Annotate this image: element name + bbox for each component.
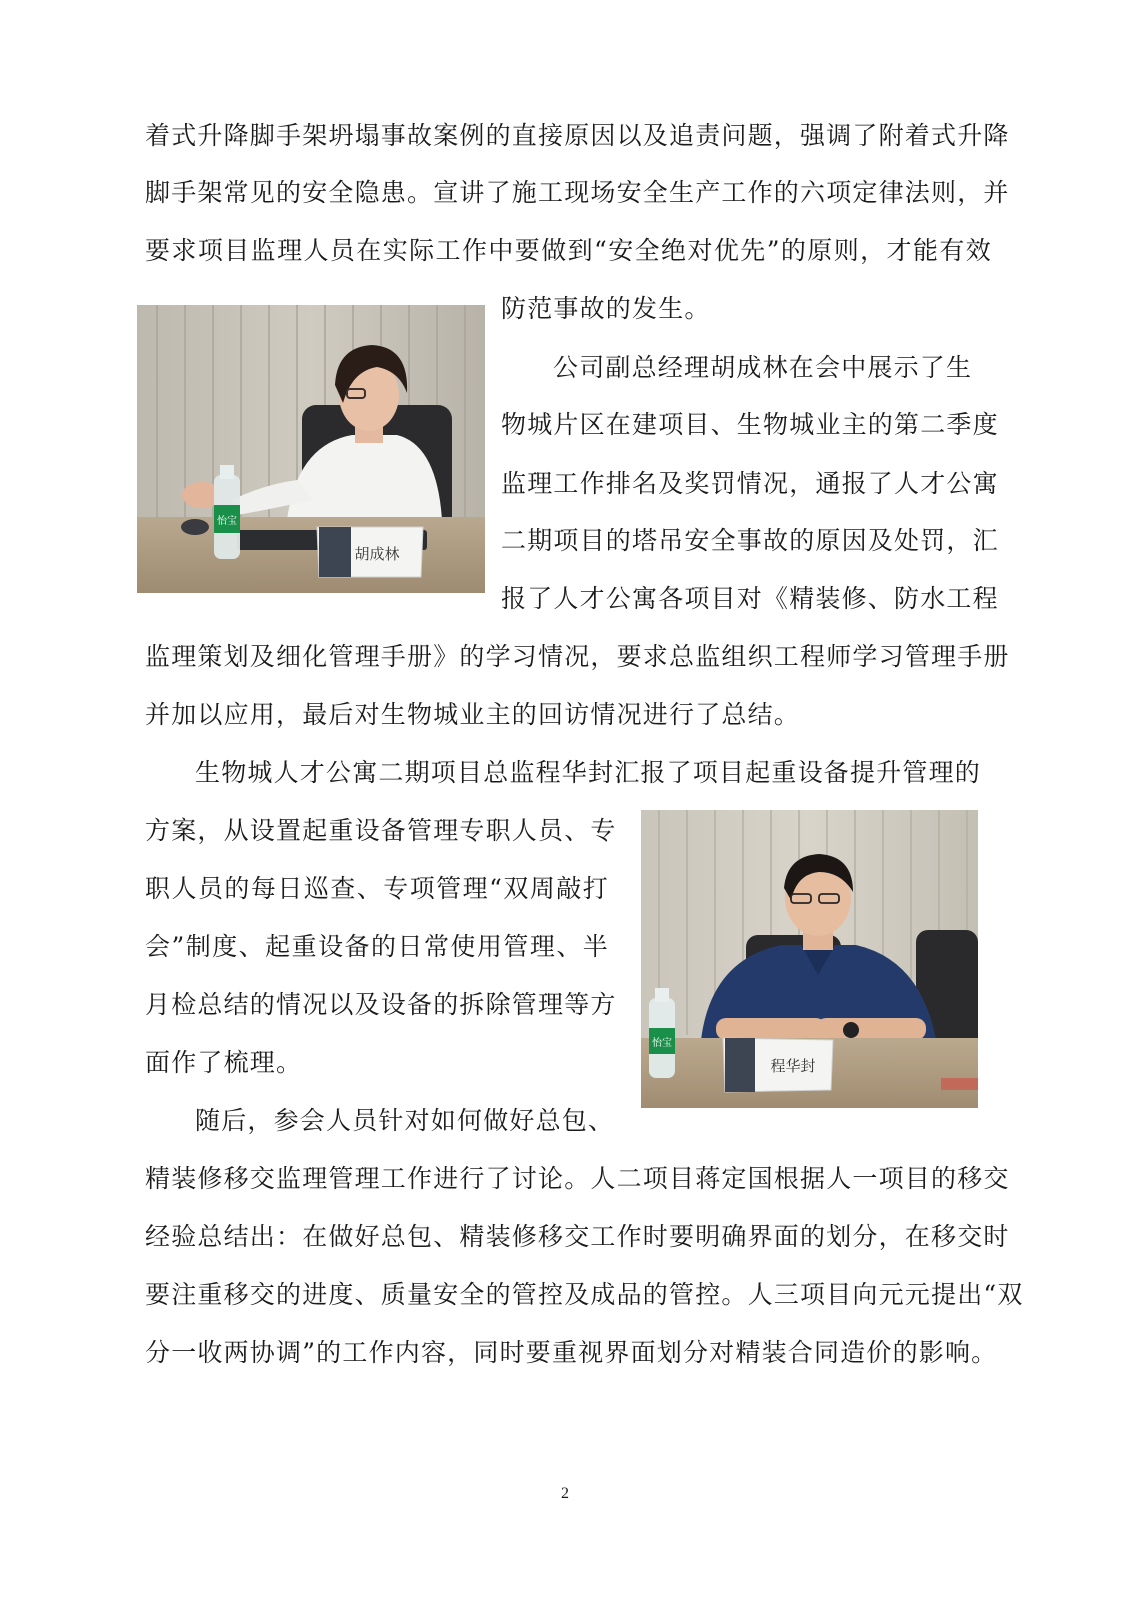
text-line: 脚手架常见的安全隐患。宣讲了施工现场安全生产工作的六项定律法则，并 bbox=[145, 178, 1010, 207]
text-line: 监理策划及细化管理手册》的学习情况，要求总监组织工程师学习管理手册 bbox=[145, 642, 1010, 671]
bottle-label: 怡宝 bbox=[652, 1038, 672, 1049]
text-line: 防范事故的发生。 bbox=[501, 294, 711, 323]
photo-cheng-huafeng bbox=[641, 810, 978, 1108]
text-line: 生物城人才公寓二期项目总监程华封汇报了项目起重设备提升管理的 bbox=[195, 758, 982, 787]
text-line: 要注重移交的进度、质量安全的管控及成品的管控。人三项目向元元提出“双 bbox=[145, 1280, 1024, 1309]
text-line: 要求项目监理人员在实际工作中要做到“安全绝对优先”的原则，才能有效 bbox=[145, 236, 992, 265]
nameplate-hu-chenglin: 胡成林 bbox=[354, 545, 400, 563]
text-line: 面作了梳理。 bbox=[145, 1048, 303, 1077]
text-line: 并加以应用，最后对生物城业主的回访情况进行了总结。 bbox=[145, 700, 801, 729]
text-line: 物城片区在建项目、生物城业主的第二季度 bbox=[501, 410, 999, 439]
bottle-label: 怡宝 bbox=[217, 516, 237, 527]
text-line: 着式升降脚手架坍塌事故案例的直接原因以及追责问题，强调了附着式升降 bbox=[145, 121, 1010, 150]
photo-hu-chenglin bbox=[137, 305, 485, 593]
photo-cheng-huafeng-image bbox=[641, 810, 978, 1108]
text-line: 二期项目的塔吊安全事故的原因及处罚，汇 bbox=[501, 526, 999, 555]
text-line: 随后，参会人员针对如何做好总包、 bbox=[195, 1106, 615, 1135]
text-line: 经验总结出：在做好总包、精装修移交工作时要明确界面的划分，在移交时 bbox=[145, 1222, 1010, 1251]
text-line: 分一收两协调”的工作内容，同时要重视界面划分对精装合同造价的影响。 bbox=[145, 1338, 998, 1367]
text-line: 方案，从设置起重设备管理专职人员、专 bbox=[145, 816, 617, 845]
page-number: 2 bbox=[561, 1485, 569, 1502]
photo-hu-chenglin-image bbox=[137, 305, 485, 593]
text-line: 会”制度、起重设备的日常使用管理、半 bbox=[145, 932, 609, 961]
text-line: 精装修移交监理管理工作进行了讨论。人二项目蒋定国根据人一项目的移交 bbox=[145, 1164, 1010, 1193]
nameplate-cheng-huafeng: 程华封 bbox=[770, 1057, 816, 1075]
text-line: 监理工作排名及奖罚情况，通报了人才公寓 bbox=[501, 469, 999, 498]
text-line: 职人员的每日巡查、专项管理“双周敲打 bbox=[145, 874, 609, 903]
text-line: 公司副总经理胡成林在会中展示了生 bbox=[553, 353, 973, 382]
text-line: 月检总结的情况以及设备的拆除管理等方 bbox=[145, 990, 617, 1019]
text-line: 报了人才公寓各项目对《精装修、防水工程 bbox=[501, 584, 999, 613]
